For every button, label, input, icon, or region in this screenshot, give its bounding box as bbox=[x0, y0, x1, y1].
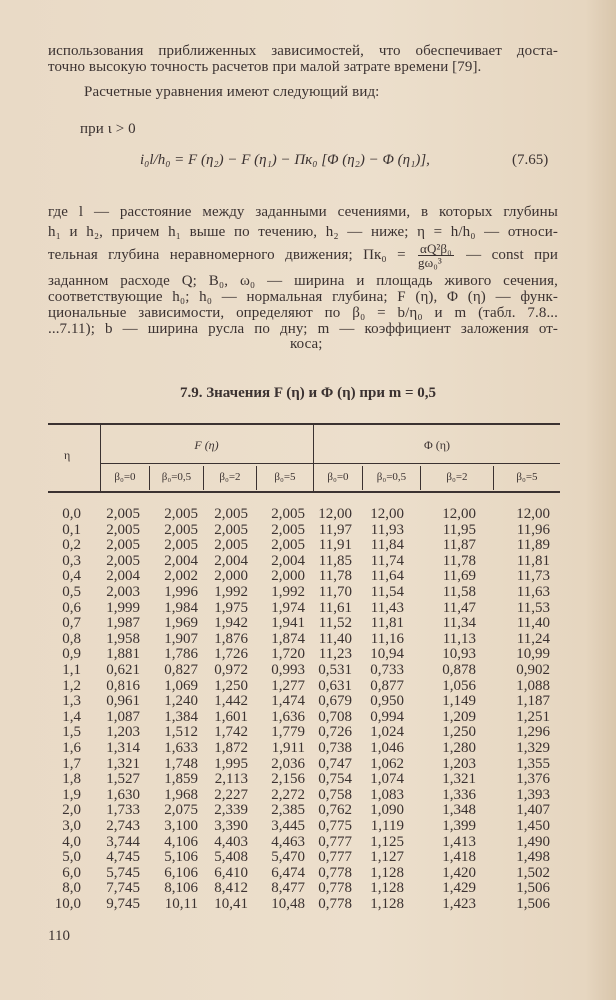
table-row bbox=[0, 522, 616, 538]
subheader: β₀=0 bbox=[327, 471, 349, 483]
table-cell: 11,73 bbox=[516, 568, 550, 585]
table-cell: 2,004 bbox=[106, 568, 140, 585]
page-number: 110 bbox=[48, 928, 70, 944]
table-cell: 2,004 bbox=[164, 552, 198, 569]
table-cell: 0,961 bbox=[106, 693, 140, 710]
table-cell: 11,64 bbox=[370, 568, 404, 585]
table-cell: 1,968 bbox=[164, 786, 198, 803]
table-cell: 0,902 bbox=[516, 662, 550, 678]
table-cell: 11,43 bbox=[370, 599, 404, 616]
table-cell: 9,745 bbox=[106, 896, 140, 912]
table-cell: 11,52 bbox=[318, 615, 352, 632]
body-text-line: соответствующие h₀; h₀ — нормальная глубина; F (η), Φ (η) — функ- bbox=[48, 289, 558, 305]
cell-eta: 0,0 bbox=[62, 506, 81, 522]
table-row bbox=[0, 756, 616, 772]
table-cell: 1,907 bbox=[164, 630, 198, 647]
table-row bbox=[0, 553, 616, 569]
table-row bbox=[0, 724, 616, 740]
table-cell: 1,527 bbox=[106, 771, 140, 788]
table-cell: 11,63 bbox=[516, 584, 550, 600]
table-cell: 1,321 bbox=[442, 771, 476, 788]
table-cell: 2,005 bbox=[106, 506, 140, 522]
table-cell: 2,036 bbox=[271, 755, 305, 772]
table-cell: 1,881 bbox=[106, 646, 140, 663]
table-cell: 1,911 bbox=[271, 740, 305, 756]
table-cell: 2,005 bbox=[214, 521, 248, 538]
table-cell: 1,119 bbox=[370, 818, 404, 834]
table-cell: 11,69 bbox=[442, 568, 476, 585]
text-segment: тельная глубина неравномерного движения; Пк₀ = bbox=[48, 247, 406, 263]
table-cell: 1,329 bbox=[516, 740, 550, 756]
table-cell: 11,53 bbox=[516, 599, 550, 616]
table-cell: 1,209 bbox=[442, 708, 476, 725]
table-cell: 11,16 bbox=[370, 630, 404, 647]
table-cell: 1,087 bbox=[106, 708, 140, 725]
table-cell: 1,407 bbox=[516, 802, 550, 819]
table-cell: 11,89 bbox=[516, 537, 550, 554]
body-text-line: циональные зависимости, определяют по β₀ = b/η₀ и m (табл. 7.8... bbox=[48, 305, 558, 321]
body-text-line: ...7.11); b — ширина русла по дну; m — коэффициент заложения от- bbox=[48, 321, 558, 337]
cell-eta: 1,9 bbox=[62, 786, 81, 803]
cell-eta: 1,4 bbox=[62, 708, 81, 725]
table-cell: 0,877 bbox=[370, 677, 404, 694]
table-cell: 1,024 bbox=[370, 724, 404, 741]
table-cell: 2,005 bbox=[106, 552, 140, 569]
subheader: β₀=0,5 bbox=[161, 471, 192, 483]
table-row bbox=[0, 615, 616, 631]
table-row bbox=[0, 709, 616, 725]
table-cell: 1,314 bbox=[106, 740, 140, 756]
table-cell: 11,40 bbox=[516, 615, 550, 632]
table-cell: 1,321 bbox=[106, 755, 140, 772]
table-cell: 1,280 bbox=[442, 740, 476, 756]
table-cell: 1,630 bbox=[106, 786, 140, 803]
cell-eta: 4,0 bbox=[62, 833, 81, 850]
cell-eta: 1,8 bbox=[62, 771, 81, 788]
table-cell: 1,355 bbox=[516, 755, 550, 772]
equation-text: i₀l/h₀ = F (η₂) − F (η₁) − Пк₀ [Φ (η₂) − Φ (η₁)], bbox=[140, 152, 430, 168]
table-cell: 4,106 bbox=[164, 833, 198, 850]
table-cell: 1,512 bbox=[164, 724, 198, 741]
table-cell: 1,069 bbox=[164, 677, 198, 694]
cell-eta: 0,9 bbox=[62, 646, 81, 663]
table-row bbox=[0, 537, 616, 553]
table-cell: 2,005 bbox=[164, 521, 198, 538]
table-cell: 1,995 bbox=[214, 755, 248, 772]
table-cell: 2,000 bbox=[214, 568, 248, 585]
table-cell: 11,70 bbox=[318, 584, 352, 600]
table-cell: 6,106 bbox=[164, 864, 198, 881]
table-cell: 1,942 bbox=[214, 615, 248, 632]
cell-eta: 3,0 bbox=[62, 818, 81, 834]
table-cell: 2,385 bbox=[271, 802, 305, 819]
table-cell: 1,046 bbox=[370, 740, 404, 756]
table-cell: 11,78 bbox=[442, 552, 476, 569]
table-row bbox=[0, 771, 616, 787]
cell-eta: 10,0 bbox=[54, 896, 81, 912]
table-cell: 10,99 bbox=[516, 646, 550, 663]
table-cell: 11,91 bbox=[318, 537, 352, 554]
table-row bbox=[0, 865, 616, 881]
table-cell: 1,992 bbox=[271, 584, 305, 600]
cell-eta: 0,7 bbox=[62, 615, 81, 632]
table-cell: 10,93 bbox=[442, 646, 476, 663]
table-row bbox=[0, 896, 616, 912]
table-cell: 12,00 bbox=[442, 506, 476, 522]
table-cell: 1,384 bbox=[164, 708, 198, 725]
table-cell: 1,442 bbox=[214, 693, 248, 710]
cell-eta: 0,8 bbox=[62, 630, 81, 647]
header-inner-rule bbox=[101, 463, 560, 464]
table-cell: 0,972 bbox=[214, 662, 248, 678]
cell-eta: 0,1 bbox=[62, 521, 81, 538]
table-cell: 11,74 bbox=[370, 552, 404, 569]
table-cell: 12,00 bbox=[370, 506, 404, 522]
table-cell: 1,125 bbox=[370, 833, 404, 850]
table-cell: 11,96 bbox=[516, 521, 550, 538]
fraction bbox=[418, 242, 454, 269]
table-cell: 2,113 bbox=[214, 771, 248, 788]
table-cell: 0,708 bbox=[318, 708, 352, 725]
table-cell: 1,062 bbox=[370, 755, 404, 772]
table-cell: 2,339 bbox=[214, 802, 248, 819]
table-cell: 1,127 bbox=[370, 849, 404, 866]
table-cell: 2,005 bbox=[214, 506, 248, 522]
table-cell: 1,413 bbox=[442, 833, 476, 850]
table-cell: 1,250 bbox=[214, 677, 248, 694]
cell-eta: 0,4 bbox=[62, 568, 81, 585]
table-cell: 1,418 bbox=[442, 849, 476, 866]
table-cell: 3,390 bbox=[214, 818, 248, 834]
table-cell: 1,992 bbox=[214, 584, 248, 600]
table-cell: 1,969 bbox=[164, 615, 198, 632]
table-cell: 0,778 bbox=[318, 880, 352, 897]
table-cell: 6,474 bbox=[271, 864, 305, 881]
table-cell: 1,423 bbox=[442, 896, 476, 912]
cell-eta: 1,5 bbox=[62, 724, 81, 741]
table-cell: 1,874 bbox=[271, 630, 305, 647]
body-text-line: h₁ и h₂, причем h₁ выше по течению, h₂ — ниже; η = h/h₀ — относи- bbox=[48, 224, 558, 240]
table-cell: 2,005 bbox=[214, 537, 248, 554]
table-row bbox=[0, 818, 616, 834]
table-cell: 4,403 bbox=[214, 833, 248, 850]
cell-eta: 1,1 bbox=[62, 662, 81, 678]
table-cell: 11,81 bbox=[370, 615, 404, 632]
table-cell: 3,100 bbox=[164, 818, 198, 834]
subheader: β₀=0,5 bbox=[376, 471, 407, 483]
table-cell: 1,074 bbox=[370, 771, 404, 788]
header-f-group: F (η) bbox=[194, 438, 219, 452]
body-text-line: точно высокую точность расчетов при малой затрате времени [79]. bbox=[48, 59, 482, 75]
table-cell: 1,429 bbox=[442, 880, 476, 897]
table-cell: 0,726 bbox=[318, 724, 352, 741]
table-cell: 11,87 bbox=[442, 537, 476, 554]
header-eta: η bbox=[64, 448, 71, 462]
table-cell: 1,090 bbox=[370, 802, 404, 819]
body-text-line-fraction bbox=[48, 240, 558, 270]
table-cell: 0,531 bbox=[318, 662, 352, 678]
table-cell: 1,506 bbox=[516, 896, 550, 912]
cell-eta: 0,3 bbox=[62, 552, 81, 569]
table-cell: 2,272 bbox=[271, 786, 305, 803]
table-cell: 2,004 bbox=[271, 552, 305, 569]
cell-eta: 0,6 bbox=[62, 599, 81, 616]
table-cell: 1,149 bbox=[442, 693, 476, 710]
table-row bbox=[0, 584, 616, 600]
table-cell: 11,95 bbox=[442, 521, 476, 538]
table-cell: 3,744 bbox=[106, 833, 140, 850]
table-cell: 0,762 bbox=[318, 802, 352, 819]
table-cell: 1,296 bbox=[516, 724, 550, 741]
table-cell: 2,156 bbox=[271, 771, 305, 788]
table-cell: 1,506 bbox=[516, 880, 550, 897]
table-cell: 0,994 bbox=[370, 708, 404, 725]
table-cell: 0,950 bbox=[370, 693, 404, 710]
table-cell: 1,420 bbox=[442, 864, 476, 881]
table-cell: 5,745 bbox=[106, 864, 140, 881]
table-cell: 11,84 bbox=[370, 537, 404, 554]
table-cell: 1,128 bbox=[370, 880, 404, 897]
fraction-numerator: αQ²β₀ bbox=[420, 241, 452, 257]
table-cell: 1,941 bbox=[271, 615, 305, 632]
table-cell: 0,778 bbox=[318, 896, 352, 912]
table-cell: 8,477 bbox=[271, 880, 305, 897]
table-row bbox=[0, 787, 616, 803]
table-row bbox=[0, 693, 616, 709]
table-cell: 1,748 bbox=[164, 755, 198, 772]
table-cell: 7,745 bbox=[106, 880, 140, 897]
subheader: β₀=5 bbox=[274, 471, 296, 483]
table-top-rule bbox=[48, 423, 560, 425]
subheader: β₀=5 bbox=[516, 471, 538, 483]
header-phi-group: Φ (η) bbox=[423, 438, 451, 452]
table-cell: 0,754 bbox=[318, 771, 352, 788]
table-cell: 5,106 bbox=[164, 849, 198, 866]
formula-condition: при ι > 0 bbox=[80, 121, 136, 137]
table-cell: 6,410 bbox=[214, 864, 248, 881]
table-cell: 11,13 bbox=[442, 630, 476, 647]
table-row bbox=[0, 646, 616, 662]
table-row bbox=[0, 740, 616, 756]
table-cell: 0,878 bbox=[442, 662, 476, 678]
table-cell: 0,778 bbox=[318, 864, 352, 881]
cell-eta: 8,0 bbox=[62, 880, 81, 897]
text-segment: — const при bbox=[466, 247, 558, 263]
table-cell: 1,601 bbox=[214, 708, 248, 725]
table-cell: 2,005 bbox=[106, 537, 140, 554]
table-cell: 1,859 bbox=[164, 771, 198, 788]
table-cell: 4,463 bbox=[271, 833, 305, 850]
cell-eta: 1,2 bbox=[62, 677, 81, 694]
body-text-line: коса; bbox=[290, 336, 323, 352]
table-cell: 2,000 bbox=[271, 568, 305, 585]
cell-eta: 1,6 bbox=[62, 740, 81, 756]
table-cell: 1,277 bbox=[271, 677, 305, 694]
subheader: β₀=0 bbox=[114, 471, 136, 483]
body-text-line: заданном расходе Q; B₀, ω₀ — ширина и площадь живого сечения, bbox=[48, 273, 558, 289]
table-cell: 11,24 bbox=[516, 630, 550, 647]
table-row bbox=[0, 802, 616, 818]
table-cell: 0,621 bbox=[106, 662, 140, 678]
table-cell: 1,726 bbox=[214, 646, 248, 663]
table-cell: 1,720 bbox=[271, 646, 305, 663]
equation-7-65 bbox=[140, 152, 430, 169]
table-row bbox=[0, 662, 616, 678]
table-cell: 11,40 bbox=[318, 630, 352, 647]
table-cell: 4,745 bbox=[106, 849, 140, 866]
table-cell: 1,203 bbox=[106, 724, 140, 741]
table-cell: 1,088 bbox=[516, 677, 550, 694]
table-row bbox=[0, 568, 616, 584]
table-cell: 1,393 bbox=[516, 786, 550, 803]
table-header-bottom-rule bbox=[48, 491, 560, 493]
cell-eta: 0,2 bbox=[62, 537, 81, 554]
table-cell: 2,743 bbox=[106, 818, 140, 834]
table-cell: 2,003 bbox=[106, 584, 140, 600]
table-cell: 8,106 bbox=[164, 880, 198, 897]
table-row bbox=[0, 834, 616, 850]
table-cell: 2,002 bbox=[164, 568, 198, 585]
table-cell: 0,993 bbox=[271, 662, 305, 678]
table-cell: 2,005 bbox=[106, 521, 140, 538]
table-cell: 1,786 bbox=[164, 646, 198, 663]
table-cell: 1,984 bbox=[164, 599, 198, 616]
table-cell: 5,470 bbox=[271, 849, 305, 866]
table-cell: 11,23 bbox=[318, 646, 352, 663]
table-cell: 1,958 bbox=[106, 630, 140, 647]
table-cell: 10,48 bbox=[271, 896, 305, 912]
table-cell: 0,631 bbox=[318, 677, 352, 694]
table-cell: 1,240 bbox=[164, 693, 198, 710]
table-cell: 3,445 bbox=[271, 818, 305, 834]
table-cell: 11,97 bbox=[318, 521, 352, 538]
table-cell: 1,498 bbox=[516, 849, 550, 866]
table-cell: 0,777 bbox=[318, 833, 352, 850]
subheader: β₀=2 bbox=[219, 471, 241, 483]
table-cell: 11,58 bbox=[442, 584, 476, 600]
table-cell: 2,005 bbox=[271, 506, 305, 522]
table-cell: 1,348 bbox=[442, 802, 476, 819]
table-cell: 0,775 bbox=[318, 818, 352, 834]
subheader: β₀=2 bbox=[446, 471, 468, 483]
table-cell: 11,34 bbox=[442, 615, 476, 632]
table-cell: 1,474 bbox=[271, 693, 305, 710]
table-cell: 2,005 bbox=[271, 537, 305, 554]
table-cell: 1,633 bbox=[164, 740, 198, 756]
table-row bbox=[0, 880, 616, 896]
table-cell: 8,412 bbox=[214, 880, 248, 897]
table-cell: 1,876 bbox=[214, 630, 248, 647]
table-cell: 2,227 bbox=[214, 786, 248, 803]
table-cell: 1,974 bbox=[271, 599, 305, 616]
table-cell: 10,94 bbox=[370, 646, 404, 663]
table-cell: 0,777 bbox=[318, 849, 352, 866]
table-cell: 0,679 bbox=[318, 693, 352, 710]
table-cell: 0,747 bbox=[318, 755, 352, 772]
table-cell: 1,987 bbox=[106, 615, 140, 632]
table-cell: 11,78 bbox=[318, 568, 352, 585]
table-cell: 1,250 bbox=[442, 724, 476, 741]
cell-eta: 2,0 bbox=[62, 802, 81, 819]
table-cell: 1,376 bbox=[516, 771, 550, 788]
table-cell: 0,733 bbox=[370, 662, 404, 678]
table-row bbox=[0, 631, 616, 647]
table-cell: 11,47 bbox=[442, 599, 476, 616]
body-text-line: Расчетные уравнения имеют следующий вид: bbox=[84, 84, 380, 100]
table-cell: 11,93 bbox=[370, 521, 404, 538]
table-cell: 1,999 bbox=[106, 599, 140, 616]
table-cell: 2,005 bbox=[164, 537, 198, 554]
table-cell: 11,54 bbox=[370, 584, 404, 600]
table-cell: 10,41 bbox=[214, 896, 248, 912]
table-row bbox=[0, 678, 616, 694]
table-title: 7.9. Значения F (η) и Φ (η) при m = 0,5 bbox=[179, 385, 437, 401]
table-cell: 1,128 bbox=[370, 864, 404, 881]
table-cell: 1,502 bbox=[516, 864, 550, 881]
cell-eta: 6,0 bbox=[62, 864, 81, 881]
table-cell: 0,758 bbox=[318, 786, 352, 803]
table-cell: 1,399 bbox=[442, 818, 476, 834]
table-cell: 1,742 bbox=[214, 724, 248, 741]
table-cell: 2,005 bbox=[164, 506, 198, 522]
table-cell: 1,187 bbox=[516, 693, 550, 710]
table-cell: 1,636 bbox=[271, 708, 305, 725]
table-cell: 1,779 bbox=[271, 724, 305, 741]
table-cell: 0,816 bbox=[106, 677, 140, 694]
table-cell: 2,004 bbox=[214, 552, 248, 569]
table-cell: 1,083 bbox=[370, 786, 404, 803]
cell-eta: 0,5 bbox=[62, 584, 81, 600]
table-cell: 2,075 bbox=[164, 802, 198, 819]
table-cell: 1,203 bbox=[442, 755, 476, 772]
table-cell: 1,996 bbox=[164, 584, 198, 600]
table-cell: 5,408 bbox=[214, 849, 248, 866]
table-cell: 0,738 bbox=[318, 740, 352, 756]
fraction-denominator: gω₀³ bbox=[418, 255, 442, 271]
table-cell: 1,490 bbox=[516, 833, 550, 850]
table-cell: 11,81 bbox=[516, 552, 550, 569]
table-cell: 1,128 bbox=[370, 896, 404, 912]
equation-number: (7.65) bbox=[512, 152, 549, 168]
table-cell: 12,00 bbox=[318, 506, 352, 522]
table-row bbox=[0, 849, 616, 865]
table-cell: 2,005 bbox=[271, 521, 305, 538]
table-cell: 10,11 bbox=[164, 896, 198, 912]
cell-eta: 1,3 bbox=[62, 693, 81, 710]
table-row bbox=[0, 600, 616, 616]
table-cell: 1,056 bbox=[442, 677, 476, 694]
table-cell: 1,336 bbox=[442, 786, 476, 803]
table-cell: 11,61 bbox=[318, 599, 352, 616]
table-cell: 1,251 bbox=[516, 708, 550, 725]
table-cell: 1,975 bbox=[214, 599, 248, 616]
table-row bbox=[0, 506, 616, 522]
table-cell: 12,00 bbox=[516, 506, 550, 522]
body-text-line: использования приближенных зависимостей, что обеспечивает доста- bbox=[48, 43, 558, 59]
table-cell: 1,733 bbox=[106, 802, 140, 819]
table-cell: 1,872 bbox=[214, 740, 248, 756]
table-cell: 0,827 bbox=[164, 662, 198, 678]
cell-eta: 1,7 bbox=[62, 755, 81, 772]
table-cell: 1,450 bbox=[516, 818, 550, 834]
body-text-line: где l — расстояние между заданными сечениями, в которых глубины bbox=[48, 204, 558, 220]
table-cell: 11,85 bbox=[318, 552, 352, 569]
cell-eta: 5,0 bbox=[62, 849, 81, 866]
